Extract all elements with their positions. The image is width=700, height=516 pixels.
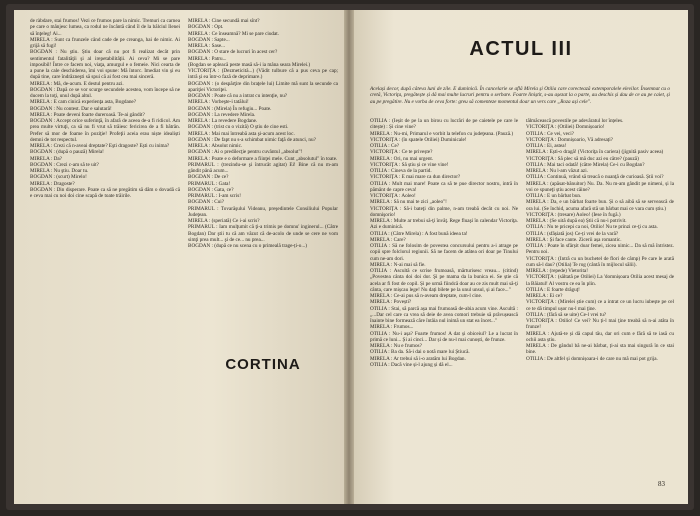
paragraph: OTILIA : Continuă, vrând să treacă o nuanţă de curioasă. Știi voi?: [526, 174, 664, 181]
paragraph: MIRELA : Sunt ca frunzele când cade de pe creanga, hai de nimic. Ai grijă să fugi!: [30, 36, 180, 49]
paragraph: MIRELA : Povești?: [370, 299, 412, 306]
left-page: [14, 10, 344, 504]
paragraph: MIRELA : Să nu mai te zici „aoleo"!: [370, 199, 447, 206]
paragraph: MIRELA : E cam cinică experienţa asta, Bogdane?: [30, 99, 137, 106]
paragraph: OTILIA : Stai, să parcă așa mai frumoasă de-abia acum vine. Ascultă : „...Dar cel care ca vrea să deie de avea comori trebuie să prăvușească înainte bine formează căre întâia nul inimă un stat ea încet...": [370, 305, 518, 324]
paragraph: OTILIA : Ba da. Să-i dai o notă mare lui Știucă.: [370, 349, 470, 356]
paragraph: VICTORIŢA : Să știu și ce vine vine!: [370, 161, 449, 168]
paragraph: BOGDAN : La revedere Mirela.: [188, 111, 256, 118]
paragraph: MIRELA : Ești-o dragă! (Victoriţa în cariera) (jignită pasiv aceea): [526, 149, 664, 156]
paragraph: MIRELA : Ar trebui să i-o aratăm lui Bogdan.: [370, 355, 466, 362]
paragraph: BOGDAN : Sapte...: [188, 36, 230, 43]
paragraph: BOGDAN : O stare de lucruri în acest cer?: [188, 49, 278, 56]
paragraph: OTILIA : (sfâșiată jos) Ce-ți vrei de la vară?: [526, 230, 619, 237]
paragraph: MIRELA : (speriată) Ce i-ai scris?: [188, 218, 260, 224]
paragraph: BOGDAN : (Mirela) În refugiu... Poate.: [188, 105, 272, 112]
paragraph: OTILIA : (Către Mirela) : A fost bună ideea ta!: [370, 230, 468, 237]
paragraph: VICTORIŢA : (Mirelei știe cum) ce a intrat ce un lucru iubește pe cel ce te dă timpul ușor nu-l mai ţine.: [526, 299, 674, 312]
paragraph: MIRELA : Nu l-am văzut azi.: [526, 168, 588, 174]
paragraph: OTILIA : (fără să se uite) Ce-l vrei tu?: [526, 311, 607, 318]
paragraph: MIRELA : Crezi că n-aveai dreptate? Eşti dragoste? Ești cu inima?: [30, 143, 170, 149]
paragraph: OTILIA : Poate în sfârșit doar femei, zicea nimic... Da să mă întristez. Pentru noi.: [526, 243, 674, 256]
paragraph: BOGDAN : Nu contest. Dar e salutară!: [30, 105, 112, 112]
paragraph: VICTORIŢA : Aoleo!: [370, 193, 416, 199]
paragraph: MIRELA : (apăsat-bănuitor) Nu. Da. Nu m-am gândit pe nimeni, și la voi ce spuneţi știu acest căine?: [526, 180, 674, 193]
paragraph: BOGDAN : Gata, ce?: [188, 186, 234, 193]
paragraph: OTILIA : Ce?: [370, 143, 400, 149]
paragraph: BOGDAN : Poate că nu a intrat cu intenţie, nu?: [188, 93, 288, 99]
paragraph: MIRELA : (repede) Vietorita!: [526, 268, 588, 274]
paragraph: BOGDAN : (scurt) Mirelo!: [30, 174, 87, 181]
paragraph: OTILIA : Ce vei, veci?: [526, 130, 574, 137]
paragraph: PRIMARUL : Iam mulţumit că ţi-a trimis pe domnu' inginerul... (Către Bogdan) Dar ştii tu că am văzut că de-acolo de unde se cere ne vom simţi prea mult... şi de ce... nu prea...: [188, 224, 338, 243]
paragraph: VICTORIŢA : Să plec să mă duc azi eu către? (pauză): [526, 155, 639, 162]
paragraph: BOGDAN : Opt.: [188, 24, 224, 31]
paragraph: PRIMARUL : (trezindu-se şi întrucât agitat) Ei! Bine că nu m-am gândit până acum...: [188, 161, 338, 174]
paragraph: MIRELA : Nu e frumos?: [370, 343, 422, 349]
paragraph: MIRELA : N-ai mai să fie.: [370, 261, 426, 268]
paragraph: OTILIA : Ascultă ce scrise frumoasă, mărturisesc vreau... (citind) „Povestea cânta doi doi dor. Şi pe mama da la bunica ei. Se știe că acela ar fi fost de copil. Și pe urmă fiindcă doar au ce zis mult mai să-ţi cânta, care mișcau lege! Nu dați bilete pe la unul unsul, și ai face...": [370, 268, 518, 293]
paragraph: MIRELA : Sase...: [188, 43, 226, 49]
paragraph: (Bogdan se apleacă peste masă să-i ia mâna seara Mirelei.): [188, 61, 311, 68]
paragraph: MIRELA : Nu-mi, Primarul e vorbit la telefon cu judeţeana. (Pauză.): [370, 130, 514, 137]
paragraph: VICTORIŢA : (tresare) Aoleo! (Iese în fugă.): [526, 211, 621, 218]
paragraph: OTILIA : Mult mai mare! Poate ca să te pue director nostru, intră în pământ de capre ceva!: [370, 180, 518, 193]
paragraph: MIRELA : Ajută-te și dă capul tău, dar ori cum e fără să te iasă cu ochii asta știu.: [526, 330, 674, 343]
paragraph: MIRELA : Patru...: [188, 55, 227, 62]
paragraph: VICTORIŢA : Ce te privește?: [370, 149, 433, 156]
paragraph: MIRELA : Poate e o deformare a fiinţei mele. Cunt „absolutul" în toate.: [188, 155, 338, 162]
paragraph: MIRELA : Care?: [370, 236, 406, 243]
paragraph: MIRELA : Și face cante. Zicerii așa romantic.: [526, 236, 622, 243]
paragraph: BOGDAN : (după ce nu scena cu o primeală trage-ți-o...): [188, 243, 307, 249]
paragraph: VICTORIŢA : (Intră cu un buchetel de flori de câmp) Pe care le arată cum să-l dau? (Otilia) Te rog (cântă în mijlocul sălii).: [526, 255, 674, 268]
paragraph: PRIMARUL : Tovarăşului Videanu, preşedintele Consiliului Popular Judeţean.: [188, 205, 338, 218]
curtain-heading: CORTINA: [225, 356, 301, 373]
paragraph: tălmăcească povestile pe adevăratul lor înțeles.: [526, 118, 624, 124]
paragraph: BOGDAN : De ce?: [188, 174, 229, 181]
paragraph: OTILIA : Nu-i așa? Foarte frumos! A dat și obiceiul? Le a lucrat în primă ce luni... Și ai cinci... Dar și de nu-l mai cunoști, de frunze.: [370, 330, 518, 343]
paragraph: BOGDAN : Accept orice suferinţă, în afară de aceea de-a fi ridicol. Am prea multe virtuţi, ca să nu fi vrut să trăiesc fericirea de a fi bătrân. Prefer să mor de foame în poziţie! Profeţii aceia erau niște idealiști demni de tot respectul.: [30, 118, 180, 143]
paragraph: MIRELA : Poate deveni foarte dureroasă. Te-ai gândit?: [30, 111, 145, 118]
page-number: 83: [658, 480, 665, 488]
paragraph: OTILIA : Mai taci odată! (către Mirela) Ce-i cu Bogdan?: [526, 161, 645, 168]
paragraph: MIRELA : Da, e un bărbat foarte bun. Și o să aibă să se servească de ora lui. (Se închid, acuma afară stă un bărbat mai ce vara cum știu.): [526, 199, 674, 212]
paragraph: OTILIA : Cineva de la partid.: [370, 168, 432, 174]
paragraph: OTILIA : E foarte drăguţ!: [526, 286, 580, 293]
paragraph: BOGDAN : De fapt nu s-a schimbat nimic faţă de atunci, nu?: [188, 136, 316, 143]
paragraph: VICTORIȚA : (Dezmeticită...) (Vădit tulbure că a pus ceva pe cap; intră şi ea într-o fază de deprimare.): [188, 68, 338, 81]
paragraph: MIRELA : Mă, de-acum. E destul pentru azi.: [30, 80, 124, 87]
paragraph: OTILIA : Dacă vine și-l ajung și dă el...: [370, 361, 453, 368]
paragraph: BOGDAN : Ai o predilecţie pentru cuvântul „absolut"!: [188, 149, 303, 156]
paragraph: MIRELA : Dragoste?: [30, 180, 75, 187]
paragraph: BOGDAN : Cui?: [188, 199, 225, 206]
paragraph: MIRELA : Frumos...: [370, 324, 414, 331]
paragraph: BOGDAN : Nu ştiu. Știu doar că nu pot fi realizat decât prin sentimentul fatalităţii şi al irepetabilităţii. Ai ceva? Mi se pare imposibil! Între ce facem noi, viaţa, amurgul e o femeie. Nici cearta de a pune la cale deschiderea, îmi voi spune: Mă întorc. Imediat vin şi eu după tine, care îndrăzneşti să spui că ai fost cea mai sinceră.: [30, 49, 180, 81]
paragraph: MIRELA : Da?: [30, 155, 62, 162]
right-page: [354, 10, 688, 504]
book-spread: [6, 4, 694, 510]
stage-direction: Același decor, după câteva luni de zile. E duminică. În cancelarie se află Mirela și Otilia care corectează extemporalele elevilor. Însemnat cu o cretă, Victoriţa, pregătește și dă mai multe lucruri pentru o serbare. Foarte liniștit, s-au așezat la o parte, au deschis și dau de ce au pe caiet, și au pe pregătire. Nu e vorba de ceva forte: greu să comenteze momentul doar un vers care „Roza ași cele".: [370, 86, 670, 105]
paragraph: PRIMARUL : Gata!: [188, 180, 231, 187]
paragraph: OTILIA : Ei, astea!: [526, 143, 567, 149]
paragraph: MIRELA : Cine secundă mai sînt?: [188, 18, 260, 24]
right-page-column-1: [370, 118, 518, 500]
paragraph: MIRELA : Ei ce?: [526, 293, 563, 299]
paragraph: MIRELA : (Se uită după ea) Știi că nu-i potrivit.: [526, 218, 627, 224]
paragraph: BOGDAN : Din disperare. Poate ca să ne pregătim să dăm o dovadă că e ceva mai cu noi doi cine scapă de toate trăirile.: [30, 186, 180, 199]
paragraph: MIRELA : Ce înseamnă? Mi se pare ciudat.: [188, 30, 280, 37]
paragraph: OTILIA : Nu te pricepi ca noi, Otilio! Nu te prinzi ce-ţi cu asta.: [526, 224, 658, 231]
paragraph: MIRELA : Vorbeşte-i tatălui!: [188, 99, 249, 106]
paragraph: BOGDAN : (trist cu o vizită) O ştiu de cine esti.: [188, 124, 289, 131]
paragraph: OTILIA : Să ne folosim de povestea concursului pentru a-i atrage pe copii spre folclorul regiunii. Să ne facem de atâtea ori doar pe Tinului cum ne-am dori.: [370, 243, 518, 262]
paragraph: MIRELA : Nu ştiu. Doar tu.: [30, 168, 89, 174]
paragraph: BOGDAN : Dapă ce se vor scurge secundele acestea, vom începe să ne ducem la toţi, unul după altul.: [30, 86, 180, 99]
left-page-column-2: [188, 18, 338, 338]
paragraph: OTILIA : (Ieșit de pe la un birou cu lucrări de pe caietele pe care le citește) : Și cine vine?: [370, 118, 518, 131]
left-page-column-1: [30, 18, 180, 496]
paragraph: MIRELA : Ce-ai pus să n-aveam dreptate, cum-l cine.: [370, 293, 483, 299]
right-page-column-2: [526, 118, 674, 494]
paragraph: BOGDAN : (o despărţire din braţele lui) Limite mă sunt la secunde ca apariţiei Victoriţei.: [188, 80, 338, 93]
paragraph: BOGDAN : (după o pauză) Mirela!: [30, 149, 104, 156]
paragraph: BOGDAN : Crezi c-am să te uit?: [30, 161, 99, 168]
paragraph: VICTORIŢA : (Otiliei) Domnișoario!: [526, 124, 605, 131]
paragraph: VICTORIŢA : Domnișoario, Vă adresați?: [526, 136, 613, 143]
paragraph: de ràbdare, stai frumos! Vezi ce frumos pare la nimic. Tremuri ca carnea pe care o mânjesc lumea, ca rodul ne încântă când îl de la bâlciul Ilenei să înţeleg! Ai...: [30, 18, 180, 37]
paragraph: OTILIA : De altfel și domnișoara-i de care nu mă mai pot grija.: [526, 355, 658, 362]
paragraph: MIRELA : La revedere Bogdane.: [188, 118, 258, 124]
paragraph: VICTORIŢA : (săltată pe Otiliei) La 'domnișoara Otilia acest mesaj de la Băiatul! Al vostru ce ea în plin.: [526, 274, 674, 287]
paragraph: MIRELA : De gândul bă ne-ai bărbat, ți-ai sta mai singură în ce stai bine.: [526, 343, 674, 356]
paragraph: MIRELA : Mai mai întreabă asta şi-acum acest loc.: [188, 130, 295, 137]
paragraph: VICTORIŢA : E mai mare ca dun director?: [370, 174, 461, 181]
paragraph: OTILIA : E un bărbat bun.: [526, 193, 582, 199]
paragraph: VICTORIŢA : Otilio! Ce vei? Nu ți-l mai ţine treabă să n-ai atâta în frunze!: [526, 318, 674, 331]
paragraph: PRIMARUL : I-am scris!: [188, 193, 241, 199]
paragraph: MIRELA : Multe ar trebui să-ţi învăţ. Rege fluaşi în calendar Victoriţa. Azi e duminică.: [370, 218, 518, 231]
paragraph: VICTORIŢA : Să-i bateţi din palme, n-am treabă decât cu noi. Ne domnişorio!: [370, 205, 518, 218]
act-title: ACTUL III: [469, 38, 573, 60]
paragraph: MIRELA : Absolut nimic.: [188, 143, 243, 149]
book-gutter: [344, 10, 354, 504]
paragraph: MIRELA : Ori, nu mai urgent.: [370, 155, 434, 162]
paragraph: VICTORIŢA : (în spatele Otiliei) Duminicale!: [370, 136, 467, 143]
